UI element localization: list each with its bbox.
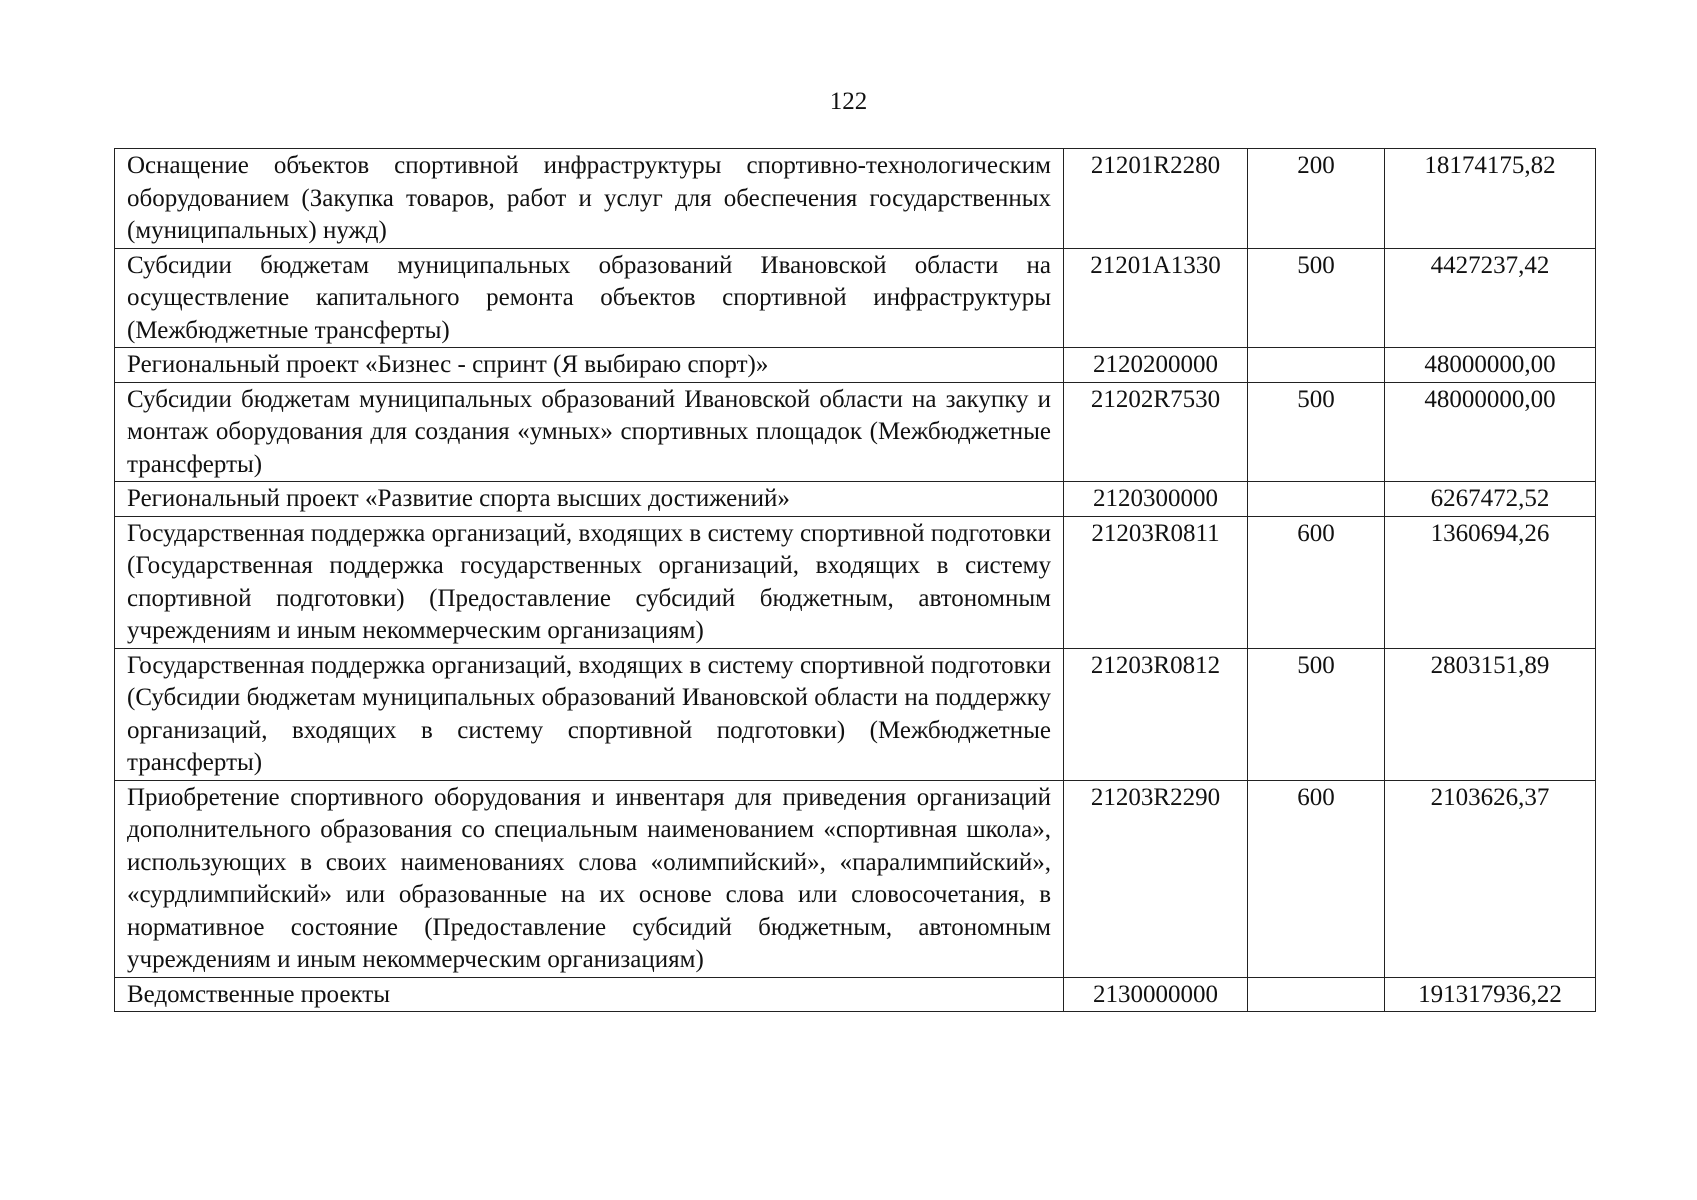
row-name: Субсидии бюджетам муниципальных образований Ивановской области на осуществление капитального ремонта объектов спортивной инфраструктуры (Межбюджетные трансферты) xyxy=(115,248,1064,348)
row-expense-type: 600 xyxy=(1248,780,1385,977)
row-expense-type: 500 xyxy=(1248,248,1385,348)
row-expense-type xyxy=(1248,348,1385,383)
row-sum: 18174175,82 xyxy=(1385,149,1596,249)
row-name: Региональный проект «Развитие спорта высших достижений» xyxy=(115,482,1064,517)
row-code: 2130000000 xyxy=(1064,977,1248,1012)
row-code: 2120200000 xyxy=(1064,348,1248,383)
row-expense-type: 500 xyxy=(1248,648,1385,780)
row-name: Приобретение спортивного оборудования и инвентаря для приведения организаций дополнительного образования со специальным наименованием «спортивная школа», использующих в своих наименованиях слова «олимпийский», «паралимпийский», «сурдлимпийский» или образованные на их основе слова или словосочетания, в нормативное состояние (Предоставление субсидий бюджетным, автономным учреждениям и иным некоммерческим организациям) xyxy=(115,780,1064,977)
row-code: 21203R0811 xyxy=(1064,516,1248,648)
row-code: 2120300000 xyxy=(1064,482,1248,517)
row-name: Субсидии бюджетам муниципальных образований Ивановской области на закупку и монтаж оборудования для создания «умных» спортивных площадок (Межбюджетные трансферты) xyxy=(115,382,1064,482)
page-number: 122 xyxy=(829,88,868,115)
row-sum: 191317936,22 xyxy=(1385,977,1596,1012)
row-name: Государственная поддержка организаций, входящих в систему спортивной подготовки (Государственная поддержка государственных организаций, входящих в систему спортивной подготовки) (Предоставление субсидий бюджетным, автономным учреждениям и иным некоммерческим организациям) xyxy=(115,516,1064,648)
row-sum: 48000000,00 xyxy=(1385,382,1596,482)
row-code: 21201R2280 xyxy=(1064,149,1248,249)
row-expense-type: 500 xyxy=(1248,382,1385,482)
row-expense-type: 600 xyxy=(1248,516,1385,648)
table-row xyxy=(115,780,1596,977)
row-sum: 48000000,00 xyxy=(1385,348,1596,383)
row-name: Региональный проект «Бизнес - спринт (Я выбираю спорт)» xyxy=(115,348,1064,383)
table-row xyxy=(115,248,1596,348)
table-row xyxy=(115,482,1596,517)
budget-table xyxy=(114,148,1596,1012)
row-code: 21203R2290 xyxy=(1064,780,1248,977)
table-row xyxy=(115,348,1596,383)
row-sum: 4427237,42 xyxy=(1385,248,1596,348)
table-row xyxy=(115,149,1596,249)
table-row xyxy=(115,977,1596,1012)
row-expense-type xyxy=(1248,482,1385,517)
row-code: 21201A1330 xyxy=(1064,248,1248,348)
table-row xyxy=(115,382,1596,482)
row-sum: 1360694,26 xyxy=(1385,516,1596,648)
table-row xyxy=(115,648,1596,780)
row-code: 21203R0812 xyxy=(1064,648,1248,780)
table-row xyxy=(115,516,1596,648)
row-expense-type: 200 xyxy=(1248,149,1385,249)
row-sum: 6267472,52 xyxy=(1385,482,1596,517)
row-name: Государственная поддержка организаций, входящих в систему спортивной подготовки (Субсидии бюджетам муниципальных образований Ивановской области на поддержку организаций, входящих в систему спортивной подготовки) (Межбюджетные трансферты) xyxy=(115,648,1064,780)
row-name: Оснащение объектов спортивной инфраструктуры спортивно-технологическим оборудованием (Закупка товаров, работ и услуг для обеспечения государственных (муниципальных) нужд) xyxy=(115,149,1064,249)
row-sum: 2803151,89 xyxy=(1385,648,1596,780)
row-sum: 2103626,37 xyxy=(1385,780,1596,977)
row-expense-type xyxy=(1248,977,1385,1012)
row-code: 21202R7530 xyxy=(1064,382,1248,482)
row-name: Ведомственные проекты xyxy=(115,977,1064,1012)
